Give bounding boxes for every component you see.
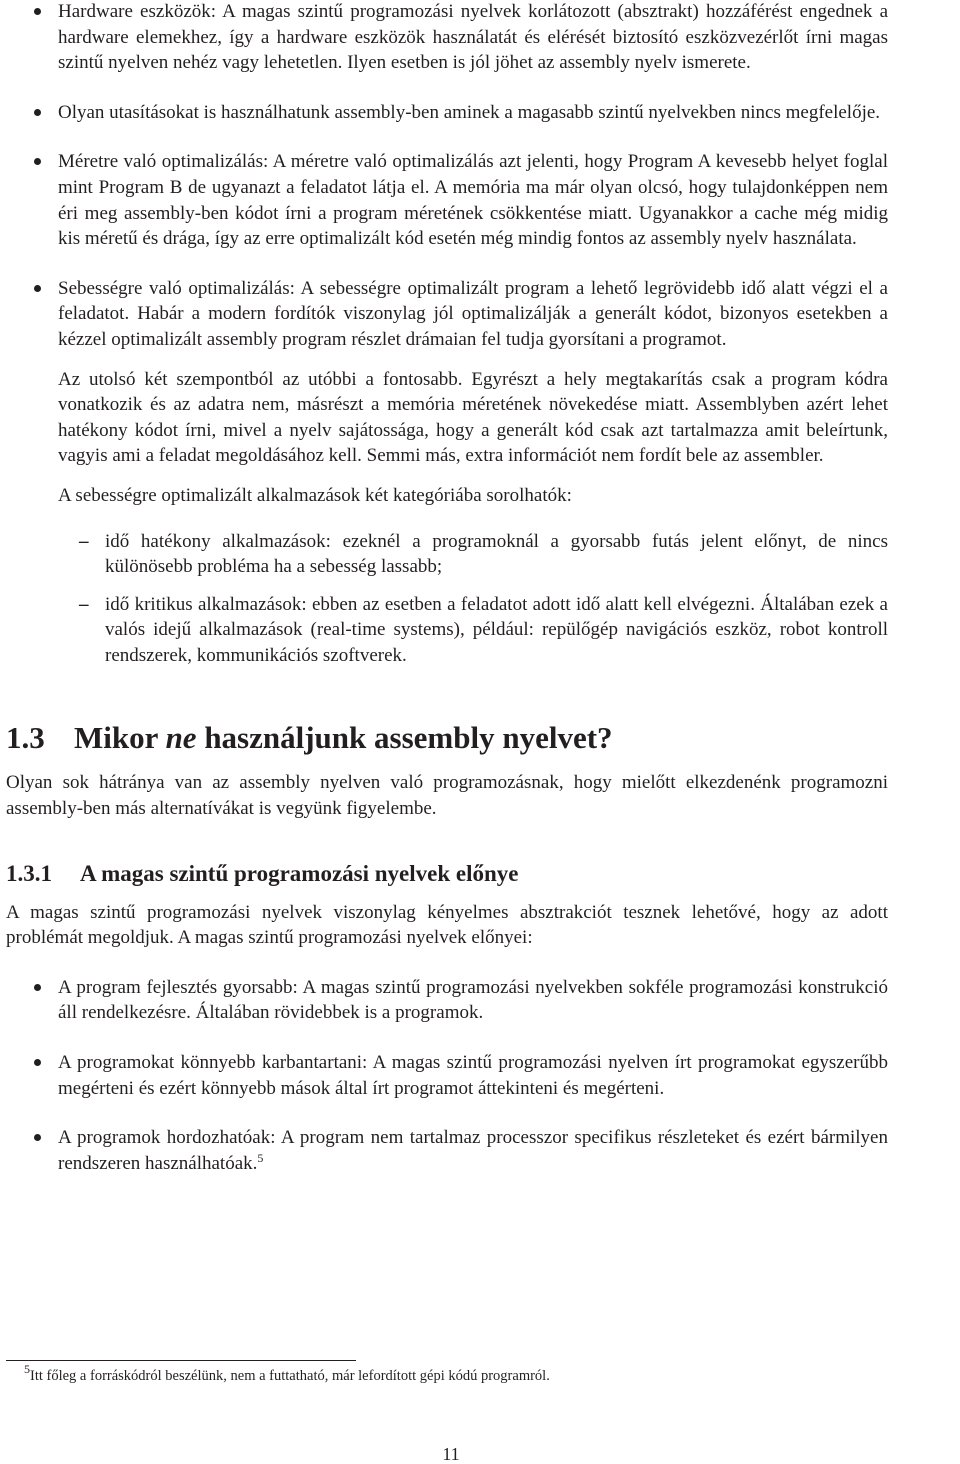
footnote-text: Itt főleg a forráskódról beszélünk, nem a futtatható, már lefordított gépi kódú programról. [30,1368,550,1384]
page-number: 11 [442,1444,460,1464]
footnote [24,1362,550,1386]
list-item [6,592,888,669]
footnote-reference: 5 [257,1150,264,1165]
section-number: 1.3 [6,720,45,756]
section-intro: Olyan sok hátránya van az assembly nyelven való programozásnak, hogy mielőtt elkezdenénk programozni assembly-ben más alternatívákat is vegyünk figyelembe. [6,772,888,820]
list-item-text: Méretre való optimalizálás: A méretre való optimalizálás azt jelenti, hogy Program A kevesebb helyet foglal mint Program B de ugyanazt a feladatot látja el. A memória ma már olyan olcsó, hogy tulajdonképpen nem éri meg assembly-ben kódot írni a program méretének csökkentése miatt. Ugyanakkor a cache még midig kis méretű és drága, így az erre optimalizált kód esetén még mindig fontos az assembly nyelv használata. [58,151,888,250]
dash-marker: – [79,593,89,615]
bullet-dot-icon [34,285,41,292]
list-item [6,149,888,251]
bullet-dot-icon [34,8,41,15]
dash-marker: – [79,530,89,552]
paragraph-categories: A sebességre optimalizált alkalmazások két kategóriába sorolhatók: [58,484,572,506]
subsection-number: 1.3.1 [6,860,52,886]
list-item [6,0,888,76]
footnote-divider [6,1360,356,1361]
bullet-dot-icon [34,1134,41,1141]
list-item-text: idő hatékony alkalmazások: ezeknél a programoknál a gyorsabb futás jelent előnyt, de nincs különösebb probléma ha a sebesség lassabb; [105,530,888,578]
bullet-dot-icon [34,984,41,991]
list-item [6,529,888,580]
section-heading [6,720,888,756]
bullet-list-top [6,0,888,353]
bullet-dot-icon [34,1059,41,1066]
section-title-emphasis: ne [165,720,197,756]
dash-list [6,529,888,669]
bullet-dot-icon [34,109,41,116]
list-item [6,1050,888,1101]
list-item-text: Sebességre való optimalizálás: A sebességre optimalizált program a lehető legrövidebb idő alatt végzi el a feladatot. Habár a modern fordítók viszonylag jól optimalizálják a generált kódot, bizonyos esetekben a kézzel optimalizált assembly program részlet drámaian fel tudja gyorsítani a programot. [58,277,888,350]
list-item-text: A programok hordozhatóak: A program nem tartalmaz processzor specifikus részleteket és ezért bármilyen rendszeren használhatóak. [58,1127,888,1174]
bullet-list-bottom [6,975,888,1177]
bullet-dot-icon [34,158,41,165]
list-item-text: A program fejlesztés gyorsabb: A magas szintű programozási nyelvekben sokféle programozási konstrukció áll rendelkezésre. Általában rövidebbek is a programok. [58,976,888,1024]
list-item [6,1125,888,1176]
list-item [6,975,888,1026]
list-item [6,276,888,353]
section-title-part: Mikor [74,720,166,756]
section-title-part: használjunk assembly nyelvet? [196,720,613,756]
list-item-text: Olyan utasításokat is használhatunk assembly-ben aminek a magasabb szintű nyelvekben nincs megfelelője. [58,101,881,123]
subsection-intro: A magas szintű programozási nyelvek viszonylag kényelmes absztrakciót tesznek lehetővé, hogy az adott problémát megoldjuk. A magas szintű programozási nyelvek előnyei: [6,901,888,949]
page-content [6,0,888,1176]
list-item-text: idő kritikus alkalmazások: ebben az esetben a feladatot adott idő alatt kell elvégezni. Általában ezek a valós idejű alkalmazások (real-time systems), például: repülőgép navigációs eszköz, robot kontroll rendszerek, kommunikációs szoftverek. [105,593,888,666]
subsection-title: A magas szintű programozási nyelvek előnye [80,860,519,886]
paragraph-last-two: Az utolsó két szempontból az utóbbi a fontosabb. Egyrészt a hely megtakarítás csak a program kódra vonatkozik és az adatra nem, másrészt a memória méretének növekedése miatt. Assemblyben azért lehet hatékony kódot írni, mivel a nyelv sajátossága, hogy a generált kód csak azt tartalmazza amit beleírtunk, vagyis ami a feladat megoldásához kell. Semmi más, extra információt nem fordít bele az assembler. [58,368,888,467]
subsection-heading [6,860,888,888]
list-item [6,100,888,126]
list-item-text: Hardware eszközök: A magas szintű programozási nyelvek korlátozott (absztrakt) hozzáférést engednek a hardware elemekhez, így a hardware eszközök használatát és elérését biztosító eszközvezérlőt írni magas szintű nyelven nehéz vagy lehetetlen. Ilyen esetben is jól jöhet az assembly nyelv ismerete. [58,1,888,74]
footnote-mark: 5 [24,1362,30,1376]
list-item-text: A programokat könnyebb karbantartani: A magas szintű programozási nyelven írt programokat egyszerűbb megérteni és ezért könnyebb mások által írt programot áttekinteni és megérteni. [58,1052,888,1099]
